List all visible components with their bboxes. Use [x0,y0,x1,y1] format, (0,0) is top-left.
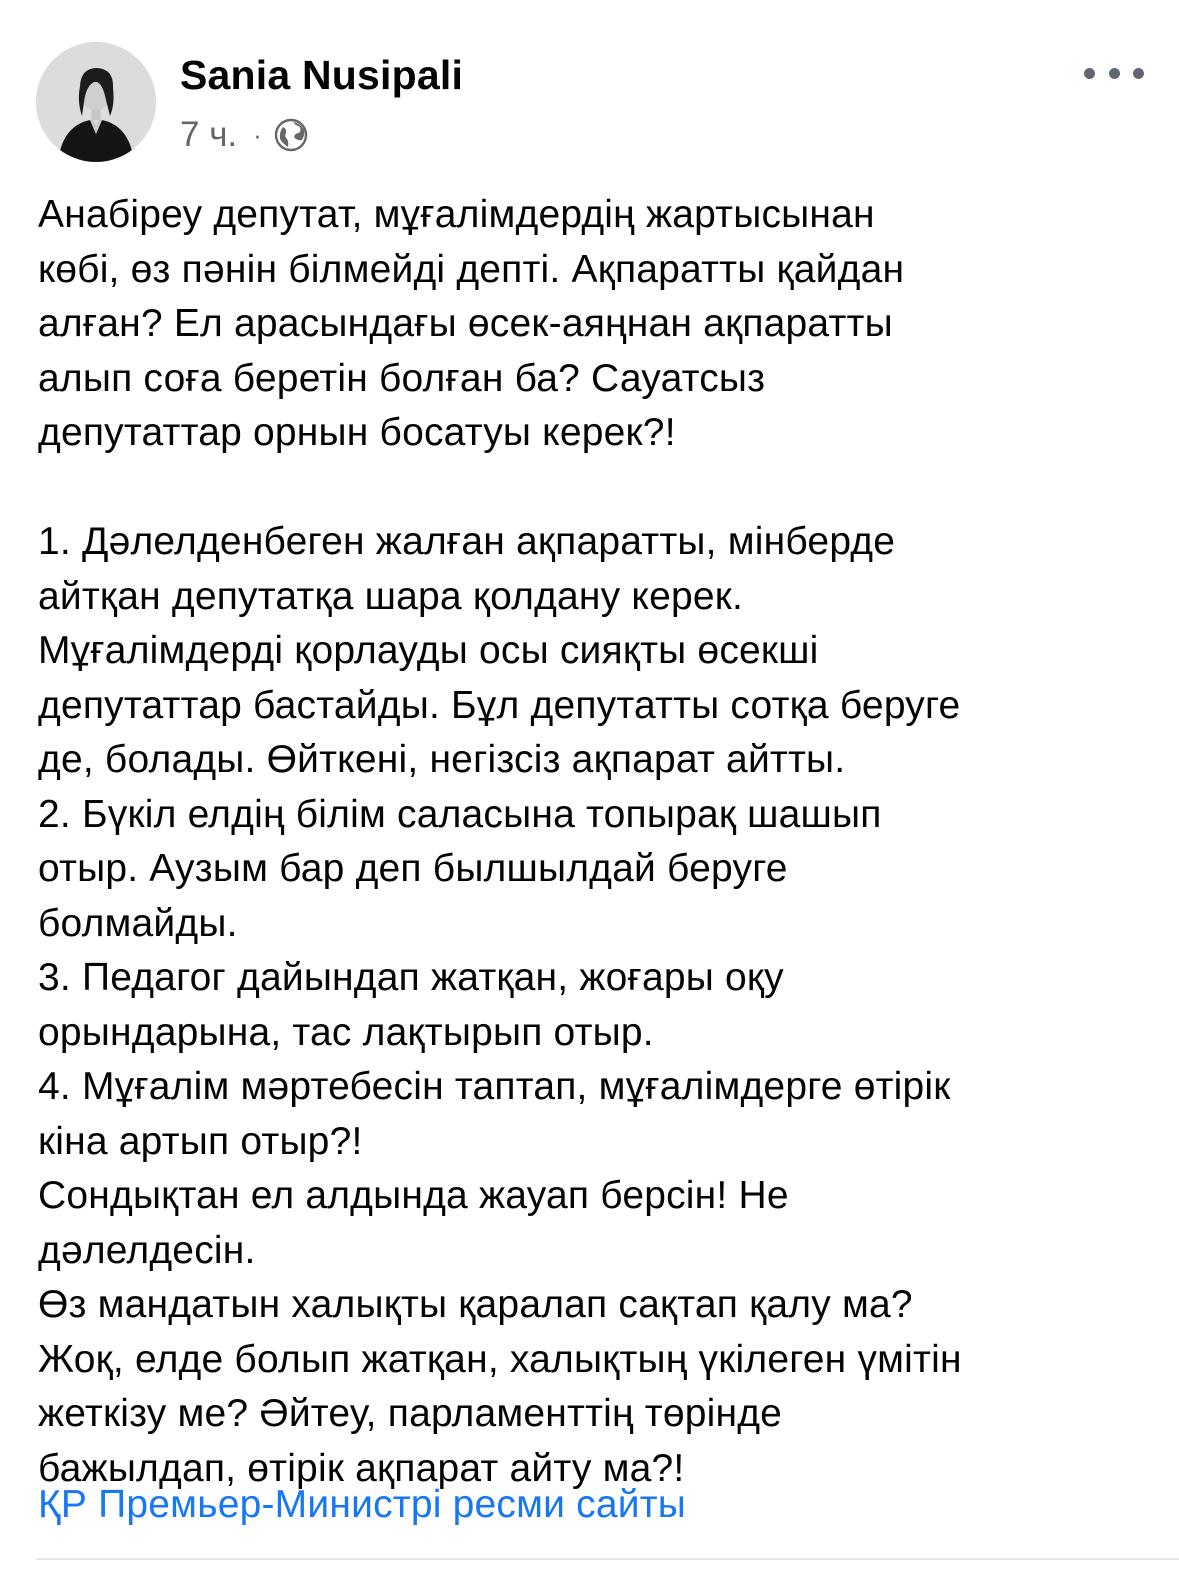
post-text [38,188,1148,1496]
post-header [0,0,1179,175]
avatar-photo [36,42,156,162]
text-line: 3. Педагог дайындап жатқан, жоғары оқу [38,956,784,999]
author-name[interactable]: Sania Nusipali [180,52,464,98]
text-line: Жоқ, елде болып жатқан, халықтың үкілеген үмітін [38,1337,962,1381]
text-line: алған? Ел арасындағы өсек-аяңнан ақпаратты [38,302,893,345]
paragraph-gap [38,461,1148,516]
post-meta [180,113,308,157]
text-line: отыр. Аузым бар деп былшылдай беруге [38,847,788,890]
more-dot [1133,68,1144,79]
post-timestamp[interactable]: 7 ч. [180,115,238,154]
text-line: Анабіреу депутат, мұғалімдердің жартысынан [38,193,875,236]
text-line: Сондықтан ел алдында жауап берсін! Не [38,1174,789,1217]
text-line: кіна артып отыр?! [38,1119,363,1163]
text-line: дәлелдесін. [38,1228,256,1272]
text-line: айтқан депутатқа шара қолдану керек. [38,574,744,618]
premier-site-link[interactable]: ҚР Премьер-Министрі ресми сайты [38,1483,687,1526]
text-line: Өз мандатын халықты қаралап сақтап қалу ма? [38,1283,913,1326]
text-line: 4. Мұғалім мәртебесін таптап, мұғалімдерге өтірік [38,1065,951,1108]
more-options-icon[interactable] [1084,58,1144,88]
text-line: бажылдап, өтірік ақпарат айту ма?! [38,1446,685,1490]
text-line: алып соға беретін болған ба? Сауатсыз [38,356,766,400]
text-line: де, болады. Өйткені, негізсіз ақпарат айтты. [38,738,846,781]
more-dot [1084,68,1095,79]
text-line: 2. Бүкіл елдің білім саласына топырақ шашып [38,792,882,836]
divider [36,1558,1179,1560]
text-line: 1. Дәлелденбеген жалған ақпаратты, мінберде [38,520,896,563]
text-line: болмайды. [38,901,238,945]
text-line: жеткізу ме? Әйтеу, парламенттің төрінде [38,1392,783,1435]
text-line: Мұғалімдерді қорлауды осы сияқты өсекші [38,629,819,672]
meta-separator: · [253,119,262,150]
globe-icon[interactable] [274,118,308,152]
text-line: депутаттар бастайды. Бұл депутатты сотқа беруге [38,683,961,727]
more-dot [1109,68,1120,79]
avatar[interactable] [36,42,156,162]
text-line: көбі, өз пәнін білмейді депті. Ақпаратты қайдан [38,247,905,291]
text-line: депутаттар орнын босатуы керек?! [38,411,676,454]
text-line: орындарына, тас лақтырып отыр. [38,1010,654,1054]
